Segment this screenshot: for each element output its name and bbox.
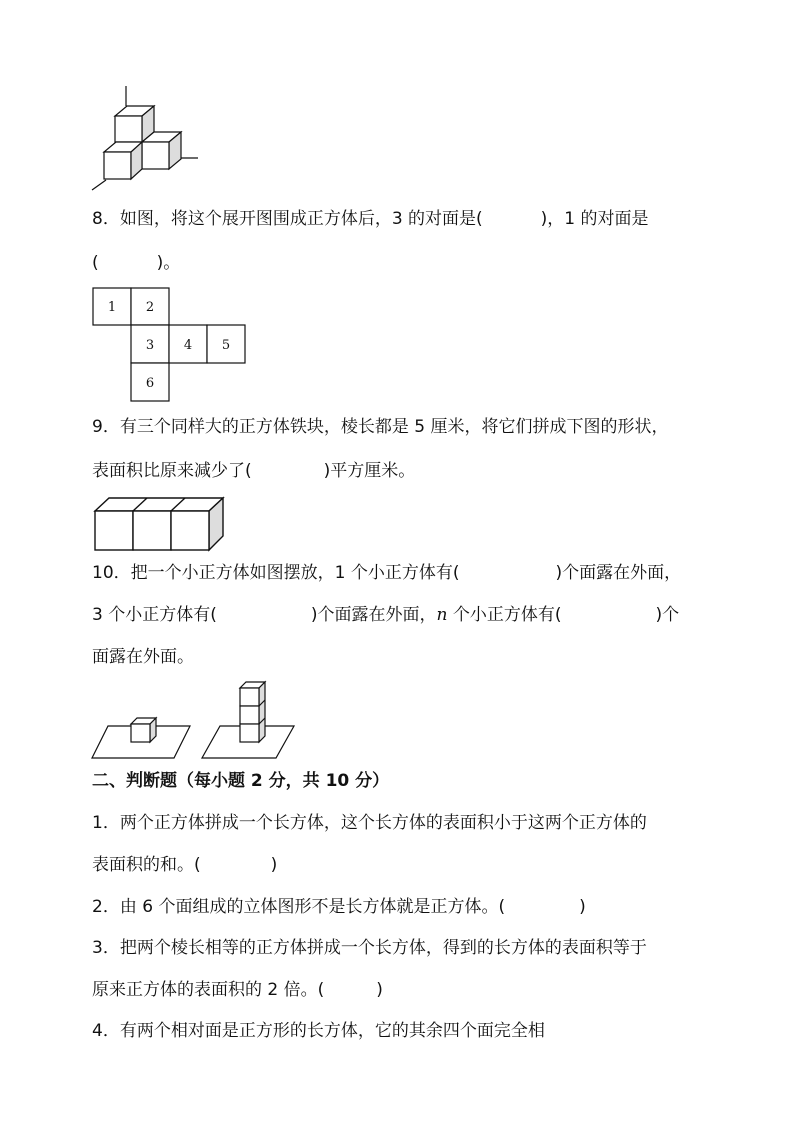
q8-text-d: )。	[156, 253, 181, 273]
q8-line-1	[92, 208, 649, 230]
judge-2-text-b: )	[579, 897, 586, 917]
judge-3-text-c: )	[376, 980, 383, 1000]
q10-line-3	[92, 646, 194, 668]
judge-1-text-c: )	[270, 855, 278, 875]
q9-text-a: 9．有三个同样大的正方体铁块，棱长都是 5 厘米，将它们拼成下图的形状，	[92, 417, 669, 437]
q10-text-e: 个小正方体有(	[447, 605, 562, 625]
section-2-heading	[92, 770, 389, 792]
judge-3-line-1	[92, 937, 647, 959]
net-label-4: 4	[183, 338, 193, 353]
net-label-5: 5	[221, 338, 231, 353]
judge-1-text-a: 1．两个正方体拼成一个长方体，这个长方体的表面积小于这两个正方体的	[92, 813, 647, 833]
judge-1-line-2	[92, 854, 277, 876]
judge-4-line	[92, 1020, 545, 1042]
judge-3-text-a: 3．把两个棱长相等的正方体拼成一个长方体，得到的长方体的表面积等于	[92, 938, 647, 958]
q10-text-g: 面露在外面。	[92, 647, 194, 667]
q10-text-b: )个面露在外面，	[555, 563, 682, 583]
q9-line-1	[92, 416, 668, 438]
judge-1-text-b: 表面积的和。(	[92, 855, 201, 875]
judge-1-line-1	[92, 812, 647, 834]
judge-4-text: 4．有两个相对面是正方形的长方体，它的其余四个面完全相	[92, 1021, 545, 1041]
q10-line-1	[92, 562, 681, 584]
judge-3-text-b: 原来正方体的表面积的 2 倍。(	[92, 980, 325, 1000]
q9-text-c: )平方厘米。	[323, 461, 416, 481]
net-label-6: 6	[145, 376, 155, 391]
q10-text-f: )个	[655, 605, 680, 625]
judge-2-line	[92, 896, 586, 918]
q8-text-a: 8．如图，将这个展开图围成正方体后，3 的对面是(	[92, 209, 483, 229]
net-label-1: 1	[107, 300, 117, 315]
net-label-2: 2	[145, 300, 155, 315]
q8-text-c: (	[92, 253, 99, 273]
q10-text-a: 10．把一个小正方体如图摆放，1 个小正方体有(	[92, 563, 460, 583]
q10-text-d: )个面露在外面，	[310, 605, 437, 625]
q10-variable-n: n	[436, 605, 448, 625]
stacked-cubes-figure	[88, 84, 203, 194]
judge-2-text-a: 2．由 6 个面组成的立体图形不是长方体就是正方体。(	[92, 897, 506, 917]
q9-text-b: 表面积比原来减少了(	[92, 461, 252, 481]
cubes-on-plane-figure	[90, 680, 298, 762]
q9-line-2	[92, 460, 415, 482]
q10-text-c: 3 个小正方体有(	[92, 605, 217, 625]
cube-net-figure	[92, 287, 248, 403]
section-2-heading-text: 二、判断题（每小题 2 分，共 10 分）	[92, 771, 390, 791]
q8-text-b: )，1 的对面是	[540, 209, 649, 229]
judge-3-line-2	[92, 979, 383, 1001]
net-label-3: 3	[145, 338, 155, 353]
three-cubes-row-figure	[93, 496, 227, 554]
q8-line-2	[92, 252, 180, 274]
q10-line-2	[92, 604, 679, 626]
